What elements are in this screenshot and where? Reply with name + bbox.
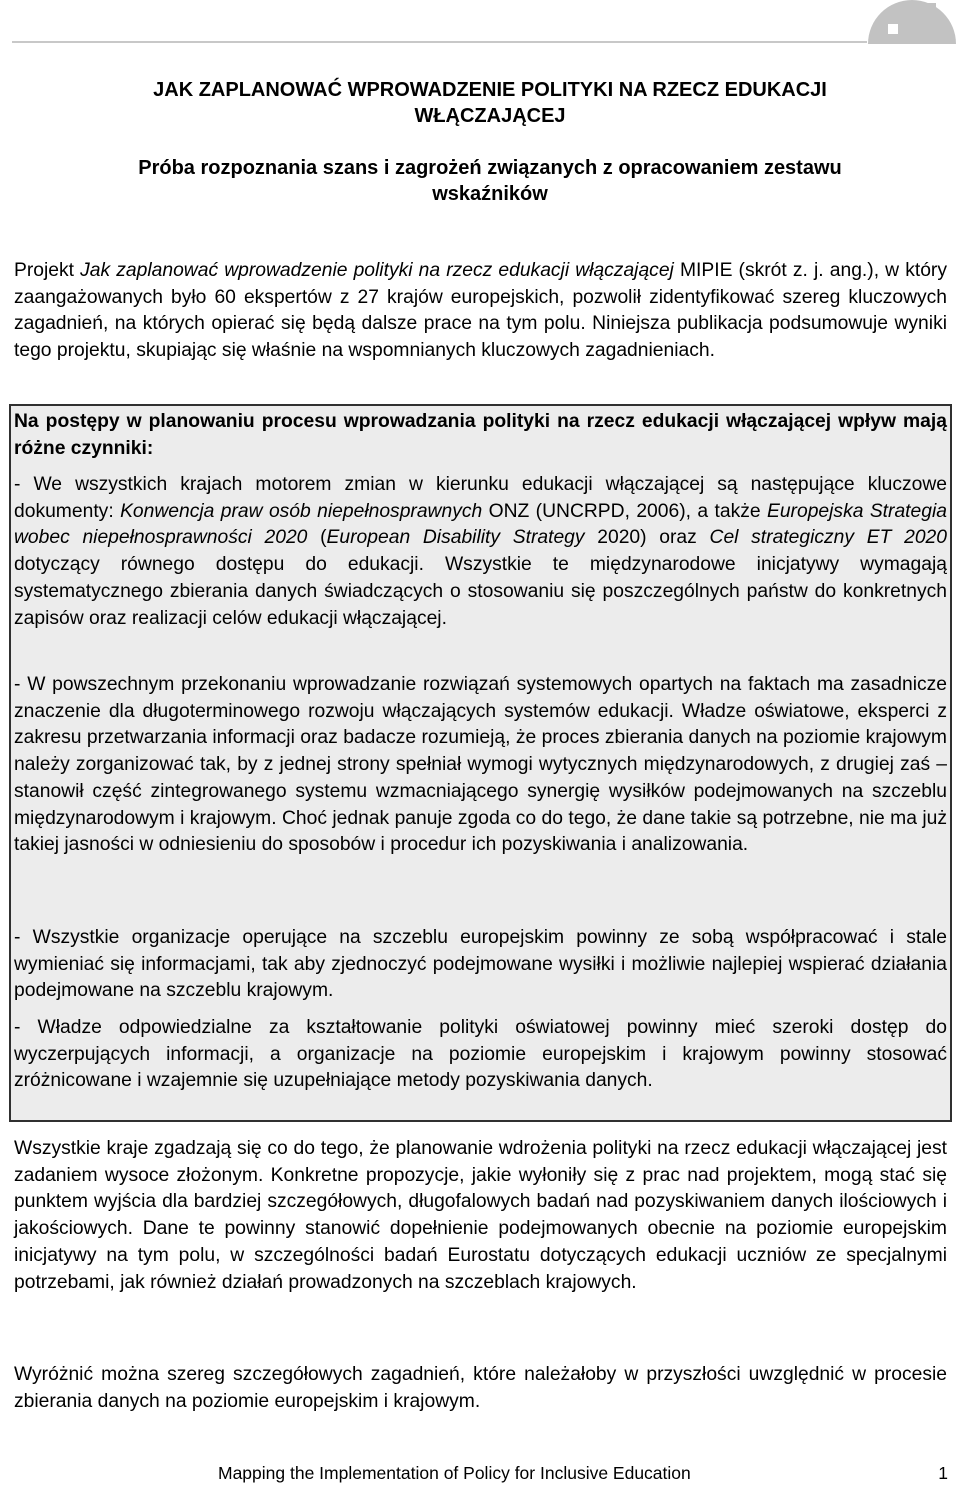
agency-logo-icon: [862, 0, 960, 44]
title-line: WŁĄCZAJĄCEJ: [414, 105, 566, 127]
box-item: - We wszystkich krajach motorem zmian w kierunku edukacji włączającej są następujące kluczowe dokumenty: Konwencja praw osób niepełnosprawnych ONZ (UNCRPD, 2006), a także Europejska Strategia wobec niepełnosprawności 2020 (European Disability Strategy 2020) oraz Cel strategiczny ET 2020 dotyczący równego dostępu do edukacji. Wszystkie te międzynarodowe inicjatywy wymagają systematycznego zbierania danych świadczących o stosowaniu się poszczególnych państw do konkretnych zapisów oraz realizacji celów edukacji włączającej.: [14, 474, 947, 629]
box-item: - W powszechnym przekonaniu wprowadzanie rozwiązań systemowych opartych na faktach ma zasadnicze znaczenie dla długoterminowego rozwoju włączających systemów edukacji. Władze oświatowe, eksperci z zakresu przetwarzania informacji oraz badacze rozumieją, że proces zbierania danych na poziomie krajowym należy zorganizować tak, by z jednej strony spełniał wymogi wytycznych międzynarodowych, z drugiej zaś – stanowił część zintegrowanego systemu wzmacniającego synergię wysiłków podejmowanych na szczeblu międzynarodowym i krajowym. Choć jednak panuje zgoda co do tego, że dane takie są potrzebne, nie ma już takiej jasności w odniesieniu do sposobów i procedur ich pozyskiwania i analizowania.: [14, 674, 947, 856]
box-heading: Na postępy w planowaniu procesu wprowadzania polityki na rzecz edukacji włączającej wpływ mają różne czynniki:: [14, 411, 947, 459]
header-rule: [12, 41, 867, 43]
project-title: Jak zaplanować wprowadzenie polityki na rzecz edukacji włączającej: [80, 260, 674, 281]
intro-paragraph: Projekt Jak zaplanować wprowadzenie polityki na rzecz edukacji włączającej MIPIE (skrót z. j. ang.), w który zaangażowanych było 60 ekspertów z 27 krajów europejskich, pozwolił zidentyfikować szereg kluczowych zagadnień, na których opierać się będą dalsze prace na tym polu. Niniejsza publikacja podsumowuje wyniki tego projektu, skupiając się właśnie na wspomnianych kluczowych zagadnieniach.: [14, 260, 947, 362]
title-line: JAK ZAPLANOWAĆ WPROWADZENIE POLITYKI NA RZECZ EDUKACJI: [153, 79, 827, 101]
subtitle-line: wskaźników: [432, 183, 548, 205]
document-subtitle: [40, 155, 940, 207]
body-paragraph: Wszystkie kraje zgadzają się co do tego, że planowanie wdrożenia polityki na rzecz edukacji włączającej jest zadaniem wysoce złożonym. Konkretne propozycje, jakie wyłoniły się z prac nad projektem, mogą stać się punktem wyjścia dla bardziej szczegółowych, długofalowych badań nad pozyskiwaniem danych ilościowych i jakościowych. Dane te powinny stanowić dopełnienie podejmowanych obecnie na poziomie europejskim inicjatywy na tym polu, w szczególności badań Eurostatu dotyczących edukacji uczniów ze specjalnymi potrzebami, jak również działań prowadzonych na szczeblach krajowych.: [14, 1138, 947, 1293]
document-title: [40, 77, 940, 129]
box-item: - Władze odpowiedzialne za kształtowanie polityki oświatowej powinny mieć szeroki dostęp do wyczerpujących informacji, a organizacje na poziomie europejskim i krajowym powinny stosować zróżnicowane i wzajemnie się uzupełniające metody pozyskiwania danych.: [14, 1017, 947, 1092]
footer-title: Mapping the Implementation of Policy for Inclusive Education: [218, 1463, 691, 1483]
box-item: - Wszystkie organizacje operujące na szczeblu europejskim powinny ze sobą współpracować i stale wymieniać się informacjami, tak aby zjednoczyć podejmowane wysiłki i możliwie najlepiej wspierać działania podejmowane na szczeblu krajowym.: [14, 927, 947, 1002]
page-number: 1: [938, 1463, 948, 1483]
body-paragraph: Wyróżnić można szereg szczegółowych zagadnień, które należałoby w przyszłości uwzględnić w procesie zbierania danych na poziomie europejskim i krajowym.: [14, 1364, 947, 1412]
subtitle-line: Próba rozpoznania szans i zagrożeń związanych z opracowaniem zestawu: [138, 157, 842, 179]
